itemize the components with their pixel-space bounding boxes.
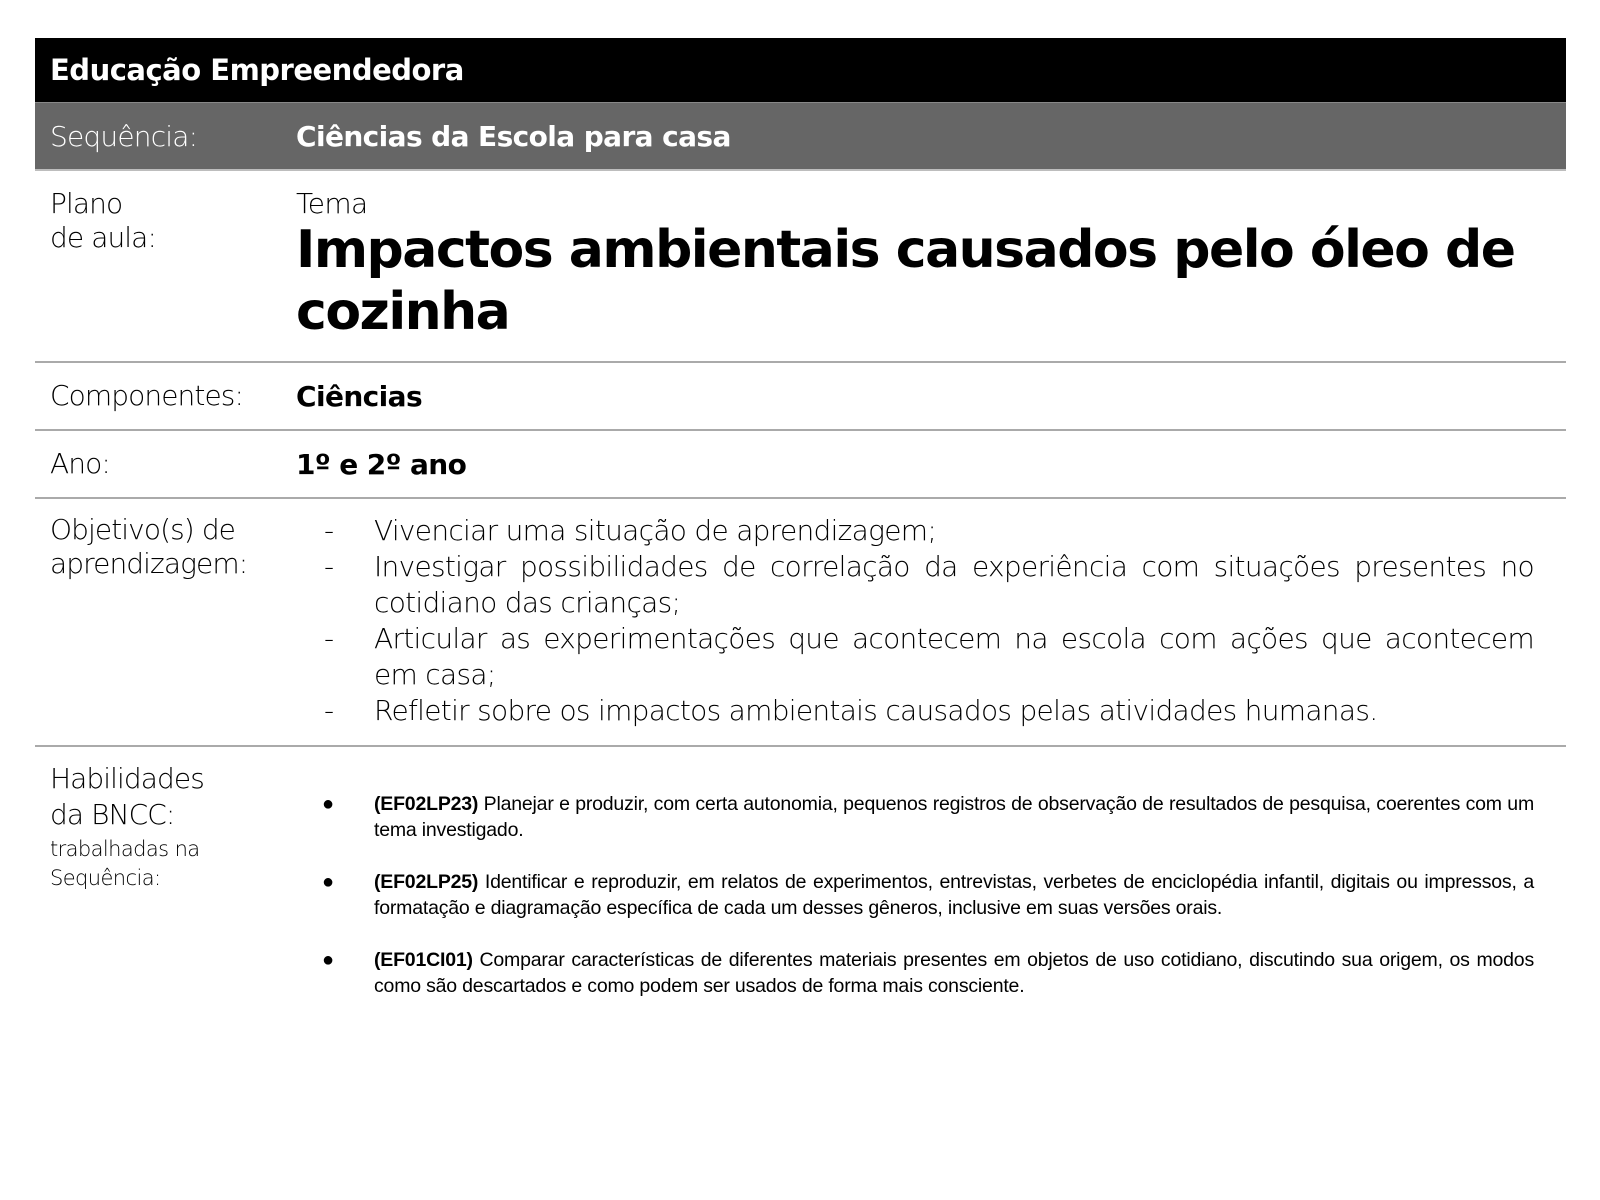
list-item [296, 513, 1534, 549]
list-item [296, 549, 1534, 621]
habilidade-description: Comparar características de diferentes materiais presentes em objetos de uso cotidiano, discutindo sua origem, os modos como são descartados e como podem ser usados de forma mais consciente. [374, 949, 1534, 997]
header-title: Educação Empreendedora [50, 53, 464, 87]
habilidade-text [374, 869, 1534, 921]
plano-label-line1: Plano [50, 187, 123, 220]
plano-label-line2: de aula: [50, 221, 156, 254]
dash-bullet-icon: - [324, 514, 334, 547]
habilidade-code: (EF01CI01) [374, 949, 473, 971]
list-item [296, 621, 1534, 693]
tema-title: Impactos ambientais causados pelo óleo de cozinha [296, 220, 1515, 342]
ano-value: 1º e 2º ano [296, 447, 467, 481]
componentes-row [35, 363, 1566, 431]
bullet-dot-icon: ● [322, 949, 334, 971]
habilidades-row [35, 747, 1566, 1007]
list-item [296, 791, 1534, 843]
sequencia-label: Sequência: [50, 119, 198, 153]
habilidades-label-line1: Habilidades [50, 762, 204, 795]
habilidade-text [374, 947, 1534, 999]
habilidade-description: Identificar e reproduzir, em relatos de experimentos, entrevistas, verbetes de enciclopédia infantil, digitais ou impressos, a formatação e diagramação específica de cada um desses gêneros, inclusive em suas versões orais. [374, 871, 1534, 919]
objetivo-text: Investigar possibilidades de correlação da experiência com situações presentes no cotidiano das crianças; [374, 550, 1534, 619]
objetivos-row [35, 499, 1566, 747]
dash-bullet-icon: - [324, 694, 334, 727]
objetivos-label-line2: aprendizagem: [50, 547, 248, 580]
ano-label: Ano: [50, 447, 110, 480]
habilidades-value [296, 747, 1566, 1007]
habilidade-code: (EF02LP25) [374, 871, 479, 893]
plano-row [35, 171, 1566, 363]
habilidades-list [296, 747, 1550, 999]
objetivos-label-line1: Objetivo(s) de [50, 513, 236, 546]
list-item [296, 693, 1534, 729]
objetivos-value [296, 499, 1566, 745]
sequencia-value: Ciências da Escola para casa [296, 119, 731, 153]
componentes-value: Ciências [296, 379, 423, 413]
bullet-dot-icon: ● [322, 793, 334, 815]
objetivo-text: Refletir sobre os impactos ambientais causados pelas atividades humanas. [374, 694, 1378, 727]
list-item [296, 947, 1534, 999]
tema-label: Tema [296, 187, 368, 220]
sequencia-row [35, 103, 1566, 171]
habilidade-code: (EF02LP23) [374, 793, 479, 815]
objetivos-label [35, 499, 296, 745]
habilidades-sublabel-line2: Sequência: [50, 866, 161, 890]
ano-row [35, 431, 1566, 499]
plano-label [35, 171, 296, 361]
lesson-plan-document [35, 38, 1566, 1007]
document-header [35, 38, 1566, 103]
dash-bullet-icon: - [324, 622, 334, 655]
objetivo-text: Vivenciar uma situação de aprendizagem; [374, 514, 937, 547]
habilidade-description: Planejar e produzir, com certa autonomia, pequenos registros de observação de resultados de pesquisa, coerentes com um tema investigado. [374, 793, 1534, 841]
habilidades-label [35, 747, 296, 1007]
plano-value [296, 171, 1566, 361]
componentes-label: Componentes: [50, 379, 244, 412]
habilidade-text [374, 791, 1534, 843]
bullet-dot-icon: ● [322, 871, 334, 893]
objetivo-text: Articular as experimentações que acontecem na escola com ações que acontecem em casa; [374, 622, 1534, 691]
habilidades-sublabel-line1: trabalhadas na [50, 837, 200, 861]
objetivos-list [296, 499, 1550, 729]
list-item [296, 869, 1534, 921]
dash-bullet-icon: - [324, 550, 334, 583]
habilidades-label-line2: da BNCC: [50, 798, 175, 831]
